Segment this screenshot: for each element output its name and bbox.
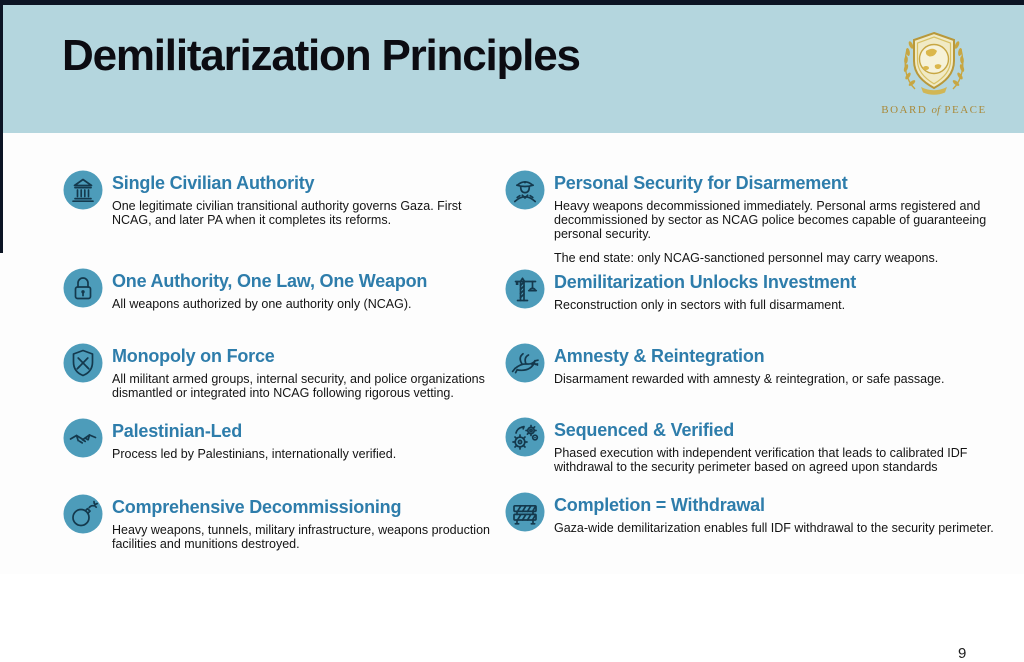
principle-title: Amnesty & Reintegration: [554, 346, 765, 366]
principle-title: Monopoly on Force: [112, 346, 275, 366]
principle-title: Single Civilian Authority: [112, 173, 315, 193]
principle-paragraph: One legitimate civilian transitional authority governs Gaza. First NCAG, and later PA when it completes its reforms.: [112, 199, 462, 227]
bomb-icon: [63, 494, 103, 534]
police-officer-icon: [505, 170, 545, 210]
principle-title: Sequenced & Verified: [554, 420, 735, 440]
principle-paragraph: Process led by Palestinians, internationally verified.: [112, 447, 397, 461]
board-of-peace-logo: [875, 27, 993, 116]
principle-paragraph: Disarmament rewarded with amnesty & reintegration, or safe passage.: [554, 372, 945, 386]
handshake-icon: [63, 418, 103, 458]
dove-icon: [505, 343, 545, 383]
padlock-icon: [63, 268, 103, 308]
principle-paragraph: The end state: only NCAG-sanctioned personnel may carry weapons.: [554, 251, 939, 265]
principle-sequenced-verified: [505, 417, 994, 484]
shield-globe-laurel-icon: [875, 27, 993, 101]
crane-icon: [505, 269, 545, 309]
principle-completion-withdrawal: [505, 492, 994, 545]
principle-amnesty-reintegration: [505, 343, 994, 396]
principle-paragraph: All militant armed groups, internal security, and police organizations dismantled or integrated into NCAG following rigorous vetting.: [112, 372, 485, 400]
principle-title: Palestinian-Led: [112, 421, 243, 441]
principle-paragraph: Heavy weapons, tunnels, military infrastructure, weapons production facilities and munitions destroyed.: [112, 523, 490, 551]
principle-paragraph: All weapons authorized by one authority only (NCAG).: [112, 297, 412, 311]
slide-header: [3, 5, 1024, 133]
principle-palestinian-led: [63, 418, 504, 471]
principle-title: Completion = Withdrawal: [554, 495, 765, 515]
principle-personal-security-for-disarmement: [505, 170, 994, 275]
principle-one-authority-one-law-one-weapon: [63, 268, 504, 321]
page-number: 9: [958, 645, 967, 662]
barricade-icon: [505, 492, 545, 532]
principle-title: One Authority, One Law, One Weapon: [112, 271, 428, 291]
principle-paragraph: Gaza-wide demilitarization enables full IDF withdrawal to the security perimeter.: [554, 521, 994, 535]
principle-title: Demilitarization Unlocks Investment: [554, 272, 857, 292]
principle-paragraph: Heavy weapons decommissioned immediately. Personal arms registered and decommissioned by sector as NCAG police becomes capable of guaranteeing personal security.: [554, 199, 987, 241]
bank-icon: [63, 170, 103, 210]
shield-swords-icon: [63, 343, 103, 383]
frame-left-edge: [0, 0, 3, 253]
principle-single-civilian-authority: [63, 170, 504, 237]
logo-text: BOARD of PEACE: [881, 104, 987, 116]
slide-body: [0, 133, 1024, 662]
principle-title: Personal Security for Disarmement: [554, 173, 848, 193]
page-title: Demilitarization Principles: [62, 31, 580, 80]
principle-paragraph: Phased execution with independent verification that leads to calibrated IDF withdrawal to the security perimeter based on agreed upon standards: [554, 446, 968, 474]
principle-title: Comprehensive Decommissioning: [112, 497, 402, 517]
gears-icon: [505, 417, 545, 457]
principle-monopoly-on-force: [63, 343, 504, 410]
principle-demilitarization-unlocks-investment: [505, 269, 994, 322]
principle-paragraph: Reconstruction only in sectors with full disarmament.: [554, 298, 846, 312]
principle-comprehensive-decommissioning: [63, 494, 504, 561]
